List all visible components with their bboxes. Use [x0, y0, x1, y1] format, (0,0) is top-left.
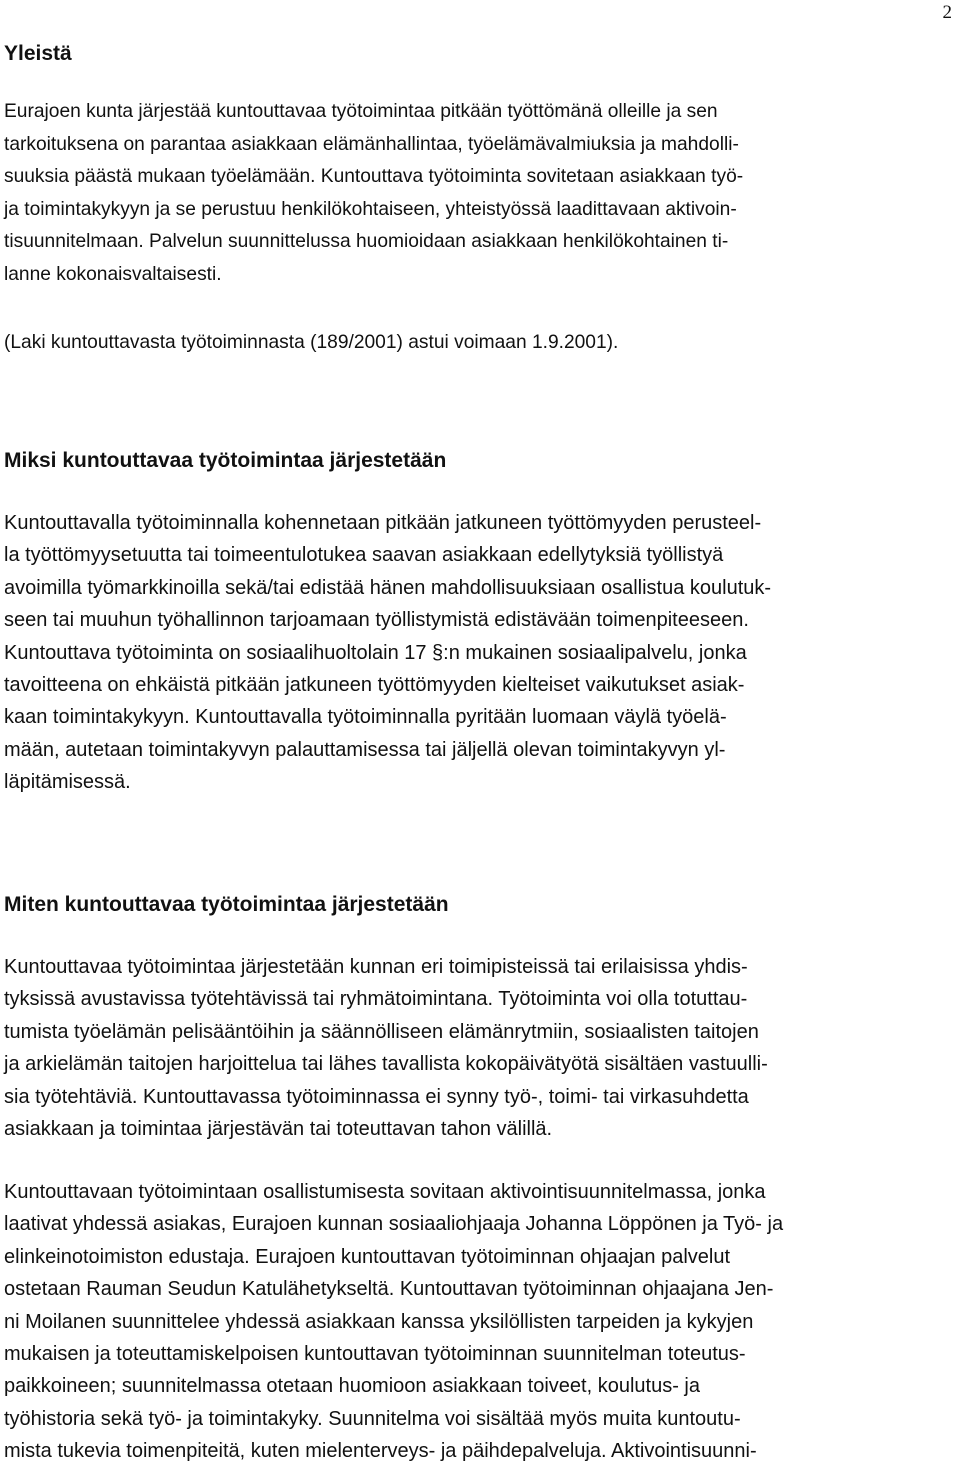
text-line: Eurajoen kunta järjestää kuntouttavaa työtoimintaa pitkään työttömänä olleille ja sen	[4, 101, 718, 122]
text-line: asiakkaan ja toimintaa järjestävän tai toteuttavan tahon välillä.	[4, 1118, 553, 1140]
text-line: Kuntouttavalla työtoiminnalla kohennetaan pitkään jatkuneen työttömyyden perusteel-	[4, 512, 762, 534]
text-line: ja arkielämän taitojen harjoittelua tai lähes tavallista kokopäivätyötä sisältäen vastuulli-	[4, 1053, 768, 1076]
text-line: tavoitteena on ehkäistä pitkään jatkuneen työttömyyden kielteiset vaikutukset asiak-	[4, 674, 745, 696]
text-line: mään, autetaan toimintakyvyn palauttamisessa tai jäljellä olevan toimintakyvyn yl-	[4, 738, 726, 761]
text-line: ni Moilanen suunnittelee yhdessä asiakkaan kanssa yksilöllisten tarpeiden ja kykyjen	[4, 1310, 754, 1333]
text-line: tarkoituksena on parantaa asiakkaan elämänhallintaa, työelämävalmiuksia ja mahdolli-	[4, 133, 739, 155]
text-line: tyksissä avustavissa työtehtävissä tai ryhmätoimintana. Työtoiminta voi olla totuttau-	[4, 988, 748, 1011]
text-line: kaan toimintakykyyn. Kuntouttavalla työtoiminnalla pyritään luomaan väylä työelä-	[4, 706, 727, 729]
text-line: mukaisen ja toteuttamiskelpoisen kuntouttavan työtoiminnan suunnitelman toteutus-	[4, 1343, 746, 1365]
text-line: tumista työelämän pelisääntöihin ja säännölliseen elämänrytmiin, sosiaalisten taitojen	[4, 1020, 759, 1043]
text-line: mista tukevia toimenpiteitä, kuten mielenterveys- ja päihdepalveluja. Aktivointisuunni-	[4, 1440, 757, 1463]
section-heading-general: Yleistä	[4, 42, 72, 65]
law-note: (Laki kuntouttavasta työtoiminnasta (189/2001) astui voimaan 1.9.2001).	[4, 332, 619, 353]
text-line: ostetaan Rauman Seudun Katulähetykseltä. Kuntouttavan työtoiminnan ohjaajana Jen-	[4, 1278, 774, 1301]
text-line: suuksia päästä mukaan työelämään. Kuntouttava työtoiminta sovitetaan asiakkaan työ-	[4, 166, 744, 187]
text-line: laativat yhdessä asiakas, Eurajoen kunnan sosiaaliohjaaja Johanna Löppönen ja Työ- ja	[4, 1213, 784, 1236]
section-heading-why: Miksi kuntouttavaa työtoimintaa järjestetään	[4, 449, 447, 472]
text-line: la työttömyysetuutta tai toimeentulotukea saavan asiakkaan edellytyksiä työllistyä	[4, 544, 724, 567]
text-line: työhistoria sekä työ- ja toimintakyky. Suunnitelma voi sisältää myös muita kuntoutu-	[4, 1407, 741, 1430]
text-line: seen tai muuhun työhallinnon tarjoamaan työllistymistä edistävään toimenpiteeseen.	[4, 609, 749, 632]
text-line: avoimilla työmarkkinoilla sekä/tai edistää hänen mahdollisuuksiaan osallistua koulutuk-	[4, 576, 772, 599]
text-line: läpitämisessä.	[4, 771, 131, 794]
text-line: Kuntouttava työtoiminta on sosiaalihuoltolain 17 §:n mukainen sosiaalipalvelu, jonka	[4, 641, 747, 664]
text-line: elinkeinotoimiston edustaja. Eurajoen kuntouttavan työtoiminnan ohjaajan palvelut	[4, 1245, 731, 1268]
text-line: Kuntouttavaan työtoimintaan osallistumisesta sovitaan aktivointisuunnitelmassa, jonka	[4, 1181, 766, 1203]
text-line: Kuntouttavaa työtoimintaa järjestetään kunnan eri toimipisteissä tai erilaisissa yhdis-	[4, 956, 748, 978]
text-line: paikkoineen; suunnitelmassa otetaan huomioon asiakkaan toiveet, koulutus- ja	[4, 1375, 700, 1398]
page-number: 2	[942, 2, 952, 23]
text-line: sia työtehtäviä. Kuntouttavassa työtoiminnassa ei synny työ-, toimi- tai virkasuhdetta	[4, 1085, 749, 1108]
text-line: ja toimintakykyyn ja se perustuu henkilökohtaiseen, yhteistyössä laadittavaan aktivoin-	[4, 198, 737, 220]
text-line: lanne kokonaisvaltaisesti.	[4, 263, 222, 285]
text-line: tisuunnitelmaan. Palvelun suunnittelussa huomioidaan asiakkaan henkilökohtainen ti-	[4, 231, 729, 252]
section-heading-how: Miten kuntouttavaa työtoimintaa järjestetään	[4, 893, 449, 916]
